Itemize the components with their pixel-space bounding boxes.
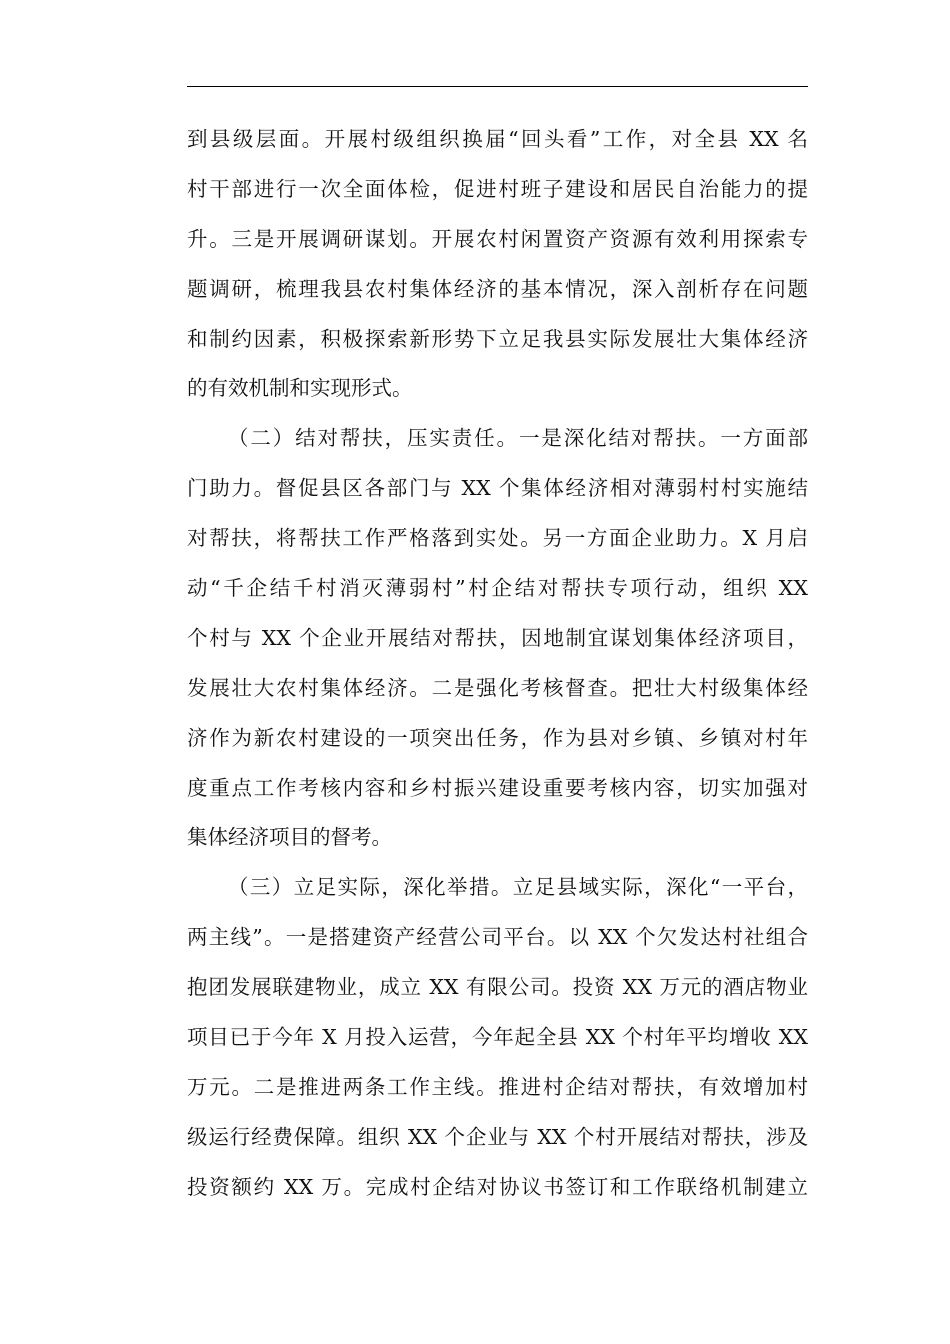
text-line: 发展壮大农村集体经济。二是强化考核督查。把壮大村级集体经 <box>187 675 808 700</box>
text-line: 集体经济项目的督考。 <box>187 825 392 850</box>
text-line: 抱团发展联建物业，成立 XX 有限公司。投资 XX 万元的酒店物业 <box>187 975 808 1000</box>
paragraph-1 <box>187 115 808 414</box>
text-line: 个村与 XX 个企业开展结对帮扶，因地制宜谋划集体经济项目， <box>187 625 808 650</box>
text-line: 门助力。督促县区各部门与 XX 个集体经济相对薄弱村村实施结 <box>187 476 808 501</box>
text-line: 投资额约 XX 万。完成村企结对协议书签订和工作联络机制建立 <box>187 1174 808 1199</box>
paragraph-3 <box>187 863 808 1212</box>
document-body <box>187 115 808 1213</box>
text-line: 村干部进行一次全面体检，促进村班子建设和居民自治能力的提 <box>187 176 808 201</box>
text-line: 动“千企结千村消灭薄弱村”村企结对帮扶专项行动，组织 XX <box>187 576 808 601</box>
text-line: 济作为新农村建设的一项突出任务，作为县对乡镇、乡镇对村年 <box>187 725 808 750</box>
text-line: 项目已于今年 X 月投入运营，今年起全县 XX 个村年平均增收 XX <box>187 1025 808 1050</box>
text-line: （二）结对帮扶，压实责任。一是深化结对帮扶。一方面部 <box>228 426 808 451</box>
text-line: 升。三是开展调研谋划。开展农村闲置资产资源有效利用探索专 <box>187 226 808 251</box>
text-line: 的有效机制和实现形式。 <box>187 376 413 401</box>
header-rule <box>187 86 808 87</box>
paragraph-2 <box>187 414 808 863</box>
text-line: 级运行经费保障。组织 XX 个企业与 XX 个村开展结对帮扶，涉及 <box>187 1124 808 1149</box>
text-line: 题调研，梳理我县农村集体经济的基本情况，深入剖析存在问题 <box>187 276 808 301</box>
text-line: （三）立足实际，深化举措。立足县域实际，深化“一平台， <box>228 875 808 900</box>
text-line: 万元。二是推进两条工作主线。推进村企结对帮扶，有效增加村 <box>187 1074 808 1099</box>
text-line: 两主线”。一是搭建资产经营公司平台。以 XX 个欠发达村社组合 <box>187 925 808 950</box>
text-line: 对帮扶，将帮扶工作严格落到实处。另一方面企业助力。X 月启 <box>187 526 808 551</box>
text-line: 度重点工作考核内容和乡村振兴建设重要考核内容，切实加强对 <box>187 775 808 800</box>
text-line: 和制约因素，积极探索新形势下立足我县实际发展壮大集体经济 <box>187 326 808 351</box>
text-line: 到县级层面。开展村级组织换届“回头看”工作，对全县 XX 名 <box>187 127 808 151</box>
